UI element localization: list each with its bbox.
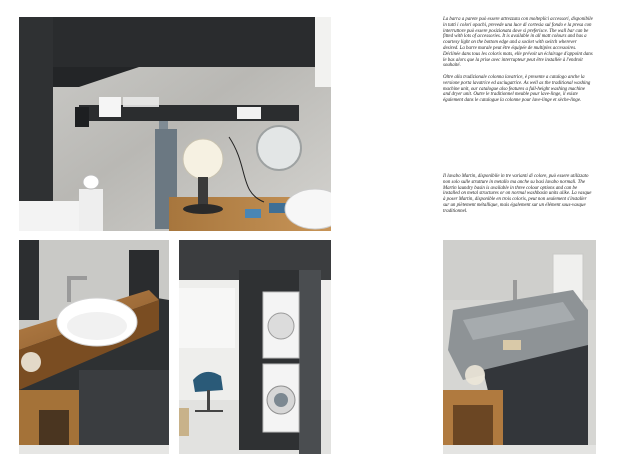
text-block-bottom bbox=[443, 174, 593, 220]
laundry-column-description: Oltre alla tradizionale colonna lavatrice, è presente a catalogo anche la versione porta lavatrice ed asciugatrice. As well as the traditional washing machine unit, our catalogue also features a full-height washing machine and dryer unit. Outre le traditionnel meuble pour lave-linge, il existe également dans le catalogue la colonne pour lave-linge et sèche-linge. bbox=[443, 74, 591, 104]
photo-martin-basin bbox=[443, 240, 596, 454]
photo-laundry-column bbox=[179, 240, 331, 454]
wall-bar-description: La barra a parete può essere attrezzata con molteplici accessori, disponibile in tutti i colori opachi, prevede una luce di cortesia sul fondo e la presa con interruttore può essere posizionata dove si preferisce. The wall bar can be fitted with lots of accessories. It is available in all matt colours and has a courtesy light on the bottom edge and a socket with switch wherever desired. La barre murale peut être équipée de multiples accessoires. Déclinée dans tous les coloris mats, elle prévoit un éclairage d'appoint dans le bas alors que la prise avec interrupteur peut être installée à l'endroit souhaité. bbox=[443, 17, 593, 69]
photo-washbasin-unit bbox=[19, 240, 169, 454]
text-block-top bbox=[443, 17, 593, 110]
martin-basin-description: Il lavabo Martin, disponibile in tre varianti di colore, può essere utilizzato non solo sulle strutture in metallo ma anche su basi lavabo normali. The Martin laundry basin is available in three colour options and can be installed on metal structures or on normal washbasin units alike. La vasque à poser Martin, disponible en trois coloris, peut non seulement s'installer sur un piètement métallique, mais également sur un élément sous-vasque traditionnel. bbox=[443, 174, 592, 214]
photo-wall-bar bbox=[19, 17, 331, 231]
